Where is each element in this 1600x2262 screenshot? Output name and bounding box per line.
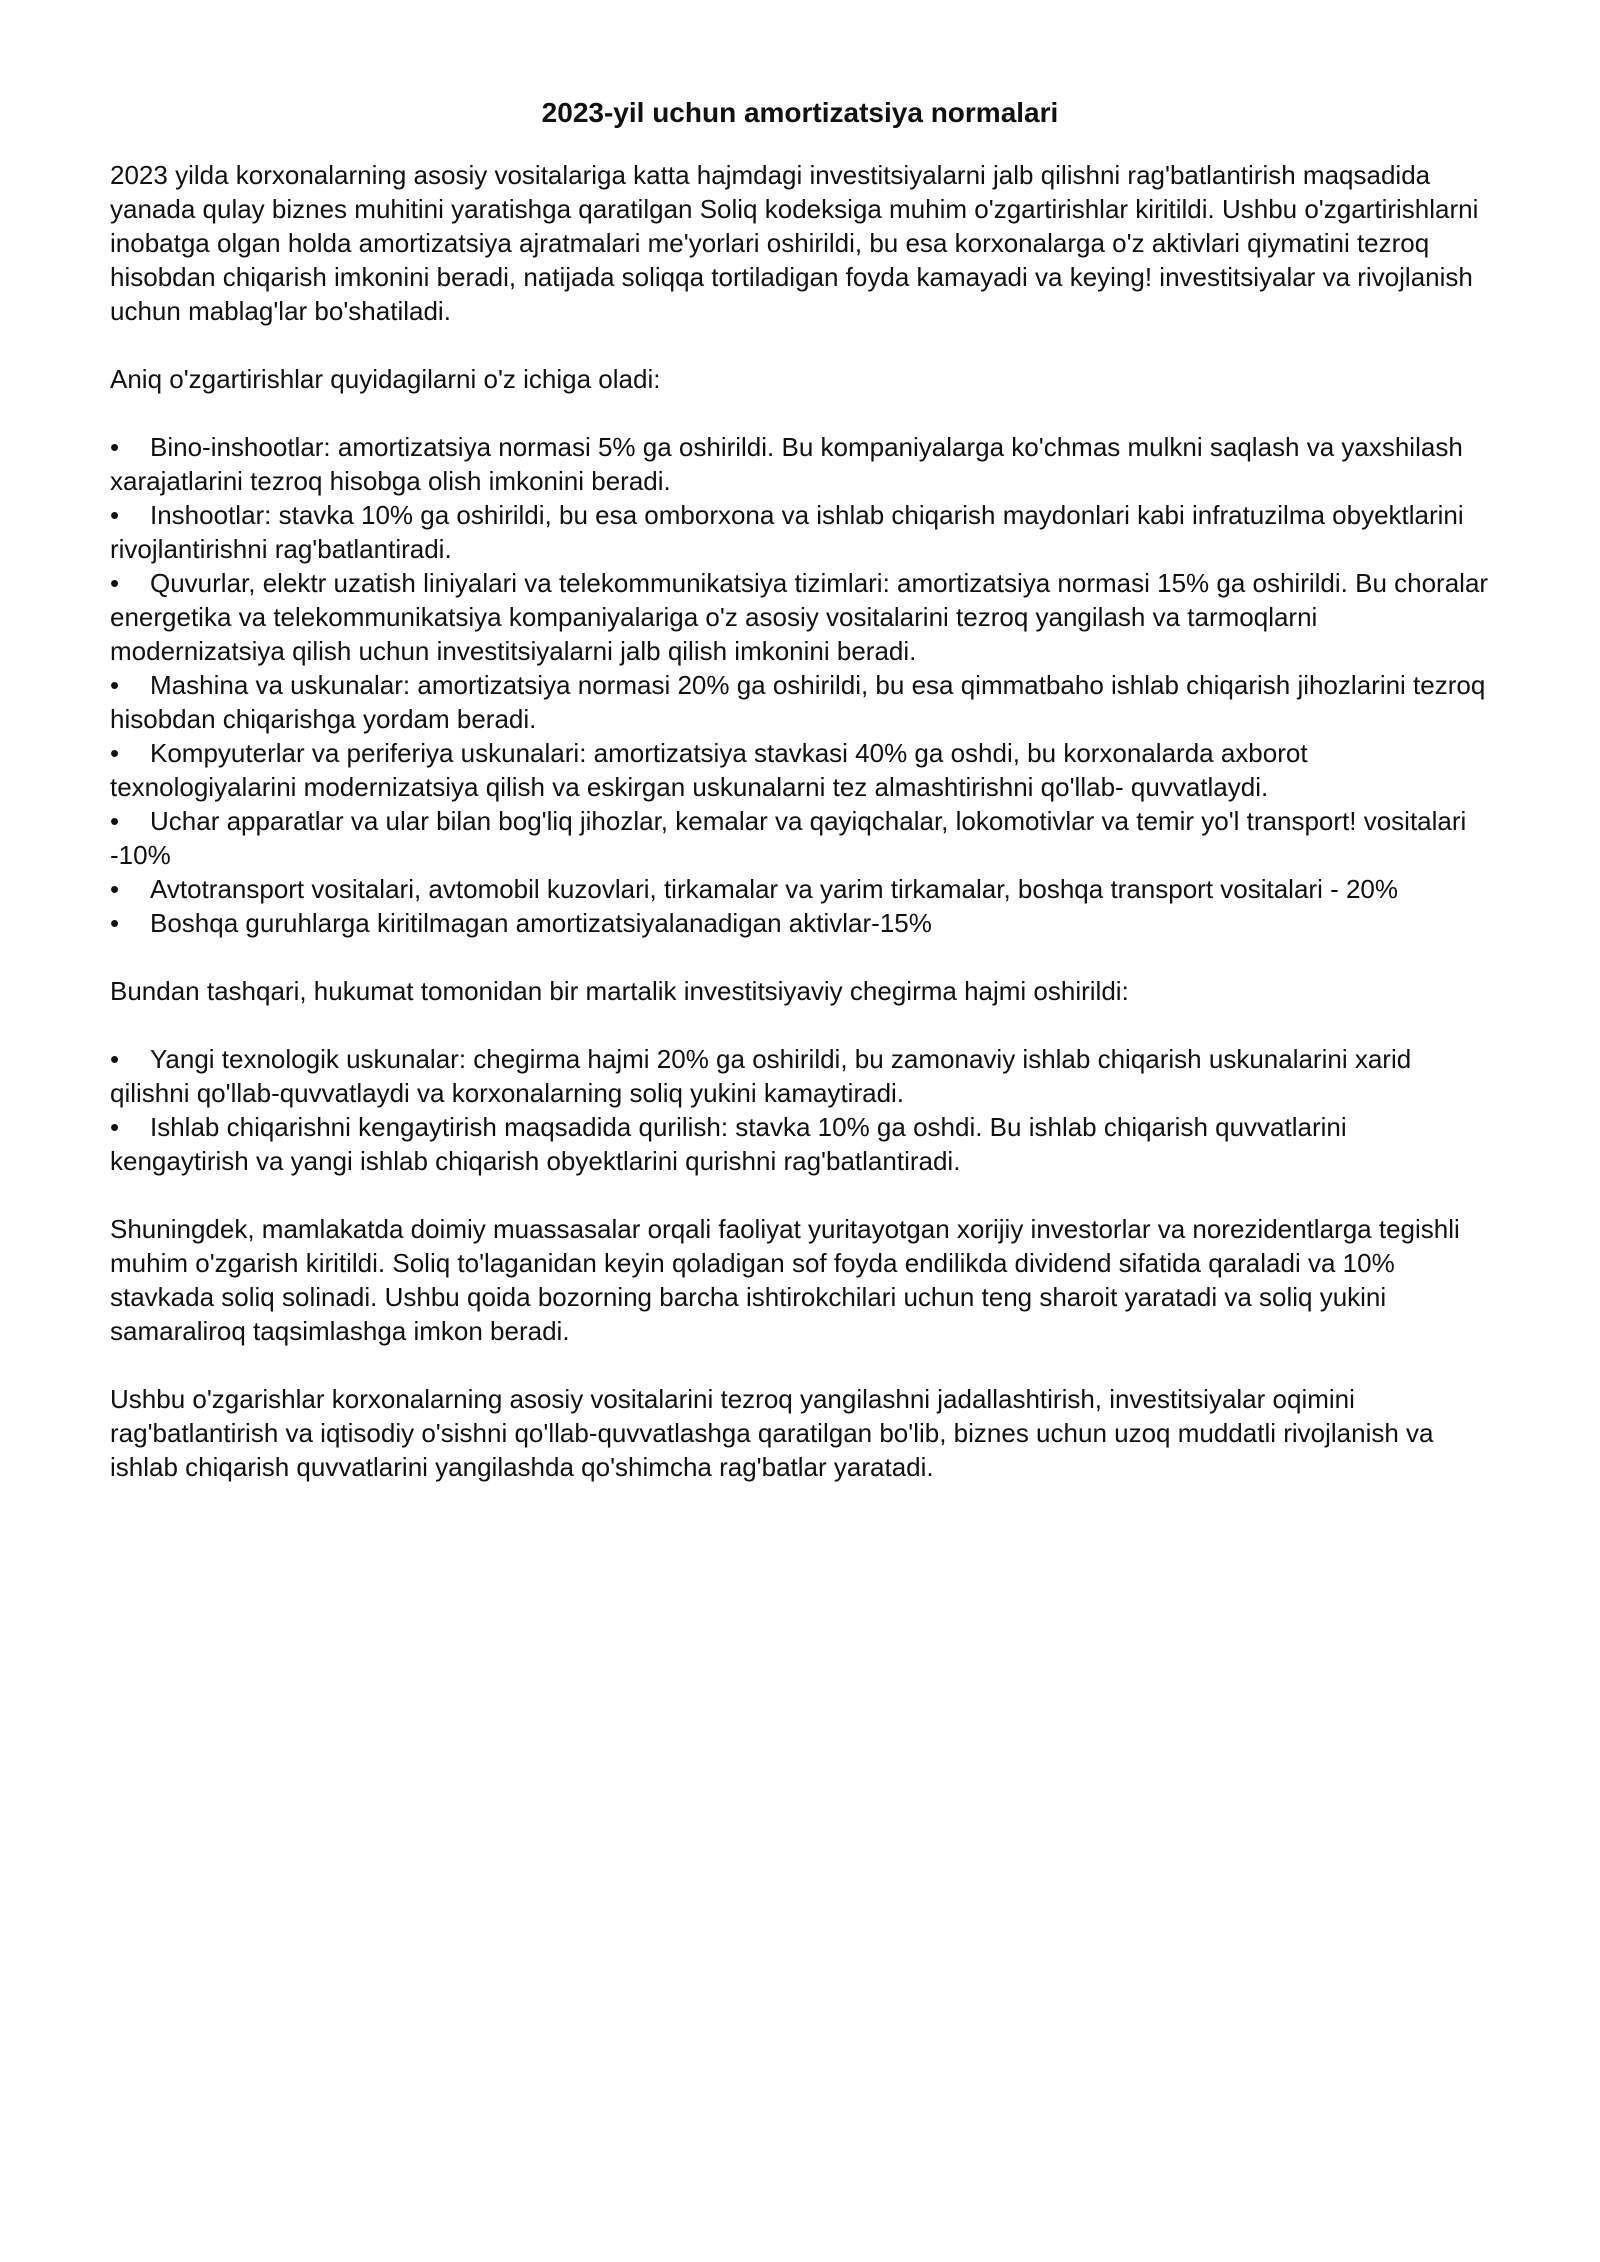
list-item-text: Uchar apparatlar va ular bilan bog'liq jihozlar, kemalar va qayiqchalar, lokomotivlar va temir yo'l transport! vositalari -10% — [110, 806, 1467, 870]
bullet-icon: • — [110, 1044, 120, 1074]
paragraph-spacer — [110, 396, 1490, 430]
bullet-icon: • — [110, 500, 120, 530]
list-item-text: Bino-inshootlar: amortizatsiya normasi 5% ga oshirildi. Bu kompaniyalarga ko'chmas mulkni saqlash va yaxshilash xarajatlarini tezroq hisobga olish imkonini beradi. — [110, 432, 1463, 496]
list-item — [110, 804, 1490, 872]
list-item — [110, 872, 1490, 906]
list-item — [110, 668, 1490, 736]
document-page — [110, 96, 1490, 1484]
bullet-icon: • — [110, 432, 120, 462]
changes-list — [110, 430, 1490, 940]
list-item-text: Ishlab chiqarishni kengaytirish maqsadida qurilish: stavka 10% ga oshdi. Bu ishlab chiqarish quvvatlarini kengaytirish va yangi ishlab chiqarish obyektlarini qurishni rag'batlantiradi. — [110, 1112, 1347, 1176]
changes-lead: Aniq o'zgartirishlar quyidagilarni o'z ichiga oladi: — [110, 364, 661, 394]
list-item — [110, 736, 1490, 804]
list-item-text: Mashina va uskunalar: amortizatsiya normasi 20% ga oshirildi, bu esa qimmatbaho ishlab chiqarish jihozlarini tezroq hisobdan chiqarishga yordam beradi. — [110, 670, 1486, 734]
bullet-icon: • — [110, 568, 120, 598]
list-item-text: Avtotransport vositalari, avtomobil kuzovlari, tirkamalar va yarim tirkamalar, boshqa transport vositalari - 20% — [150, 874, 1398, 904]
intro-paragraph: 2023 yilda korxonalarning asosiy vositalariga katta hajmdagi investitsiyalarni jalb qilishni rag'batlantirish maqsadida yanada qulay biznes muhitini yaratishga qaratilgan Soliq kodeksiga muhim o'zgartirishlar kiritildi. Ushbu o'zgartirishlarni inobatga olgan holda amortizatsiya ajratmalari me'yorlari oshirildi, bu esa korxonalarga o'z aktivlari qiymatini tezroq hisobdan chiqarish imkonini beradi, natijada soliqqa tortiladigan foyda kamayadi va keying! investitsiyalar va rivojlanish uchun mablag'lar bo'shatiladi. — [110, 160, 1479, 326]
nonresidents-paragraph: Shuningdek, mamlakatda doimiy muassasalar orqali faoliyat yuritayotgan xorijiy investorlar va norezidentlarga tegishli muhim o'zgarish kiritildi. Soliq to'laganidan keyin qoladigan sof foyda endilikda dividend sifatida qaraladi va 10% stavkada soliq solinadi. Ushbu qoida bozorning barcha ishtirokchilari uchun teng sharoit yaratadi va soliq yukini samaraliroq taqsimlashga imkon beradi. — [110, 1214, 1460, 1346]
paragraph-spacer — [110, 1178, 1490, 1212]
list-item-text: Boshqa guruhlarga kiritilmagan amortizatsiyalanadigan aktivlar-15% — [150, 908, 932, 938]
list-item-text: Inshootlar: stavka 10% ga oshirildi, bu esa omborxona va ishlab chiqarish maydonlari kabi infratuzilma obyektlarini rivojlantirishni rag'batlantiradi. — [110, 500, 1464, 564]
list-item — [110, 430, 1490, 498]
conclusion-paragraph: Ushbu o'zgarishlar korxonalarning asosiy vositalarini tezroq yangilashni jadallashtirish, investitsiyalar oqimini rag'batlantirish va iqtisodiy o'sishni qo'llab-quvvatlashga qaratilgan bo'lib, biznes uchun uzoq muddatli rivojlanish va ishlab chiqarish quvvatlarini yangilashda qo'shimcha rag'batlar yaratadi. — [110, 1384, 1434, 1482]
list-item-text: Yangi texnologik uskunalar: chegirma hajmi 20% ga oshirildi, bu zamonaviy ishlab chiqarish uskunalarini xarid qilishni qo'llab-quvvatlaydi va korxonalarning soliq yukini kamaytiradi. — [110, 1044, 1412, 1108]
deductions-list — [110, 1042, 1490, 1178]
bullet-icon: • — [110, 874, 120, 904]
bullet-icon: • — [110, 670, 120, 700]
document-title: 2023-yil uchun amortizatsiya normalari — [541, 97, 1059, 128]
list-item — [110, 906, 1490, 940]
paragraph-spacer — [110, 940, 1490, 974]
deduction-lead: Bundan tashqari, hukumat tomonidan bir martalik investitsiyaviy chegirma hajmi oshirildi: — [110, 976, 1129, 1006]
paragraph-spacer — [110, 1348, 1490, 1382]
list-item — [110, 1110, 1490, 1178]
bullet-icon: • — [110, 806, 120, 836]
list-item-text: Quvurlar, elektr uzatish liniyalari va telekommunikatsiya tizimlari: amortizatsiya normasi 15% ga oshirildi. Bu choralar energetika va telekommunikatsiya kompaniyalariga o'z asosiy vositalarini tezroq yangilash va tarmoqlarni modernizatsiya qilish uchun investitsiyalarni jalb qilish imkonini beradi. — [110, 568, 1489, 666]
bullet-icon: • — [110, 1112, 120, 1142]
list-item — [110, 498, 1490, 566]
list-item — [110, 566, 1490, 668]
paragraph-spacer — [110, 328, 1490, 362]
bullet-icon: • — [110, 908, 120, 938]
paragraph-spacer — [110, 1008, 1490, 1042]
list-item — [110, 1042, 1490, 1110]
bullet-icon: • — [110, 738, 120, 768]
list-item-text: Kompyuterlar va periferiya uskunalari: amortizatsiya stavkasi 40% ga oshdi, bu korxonalarda axborot texnologiyalarini modernizatsiya qilish va eskirgan uskunalarni tez almashtirishni qo'llab- quvvatlaydi. — [110, 738, 1308, 802]
